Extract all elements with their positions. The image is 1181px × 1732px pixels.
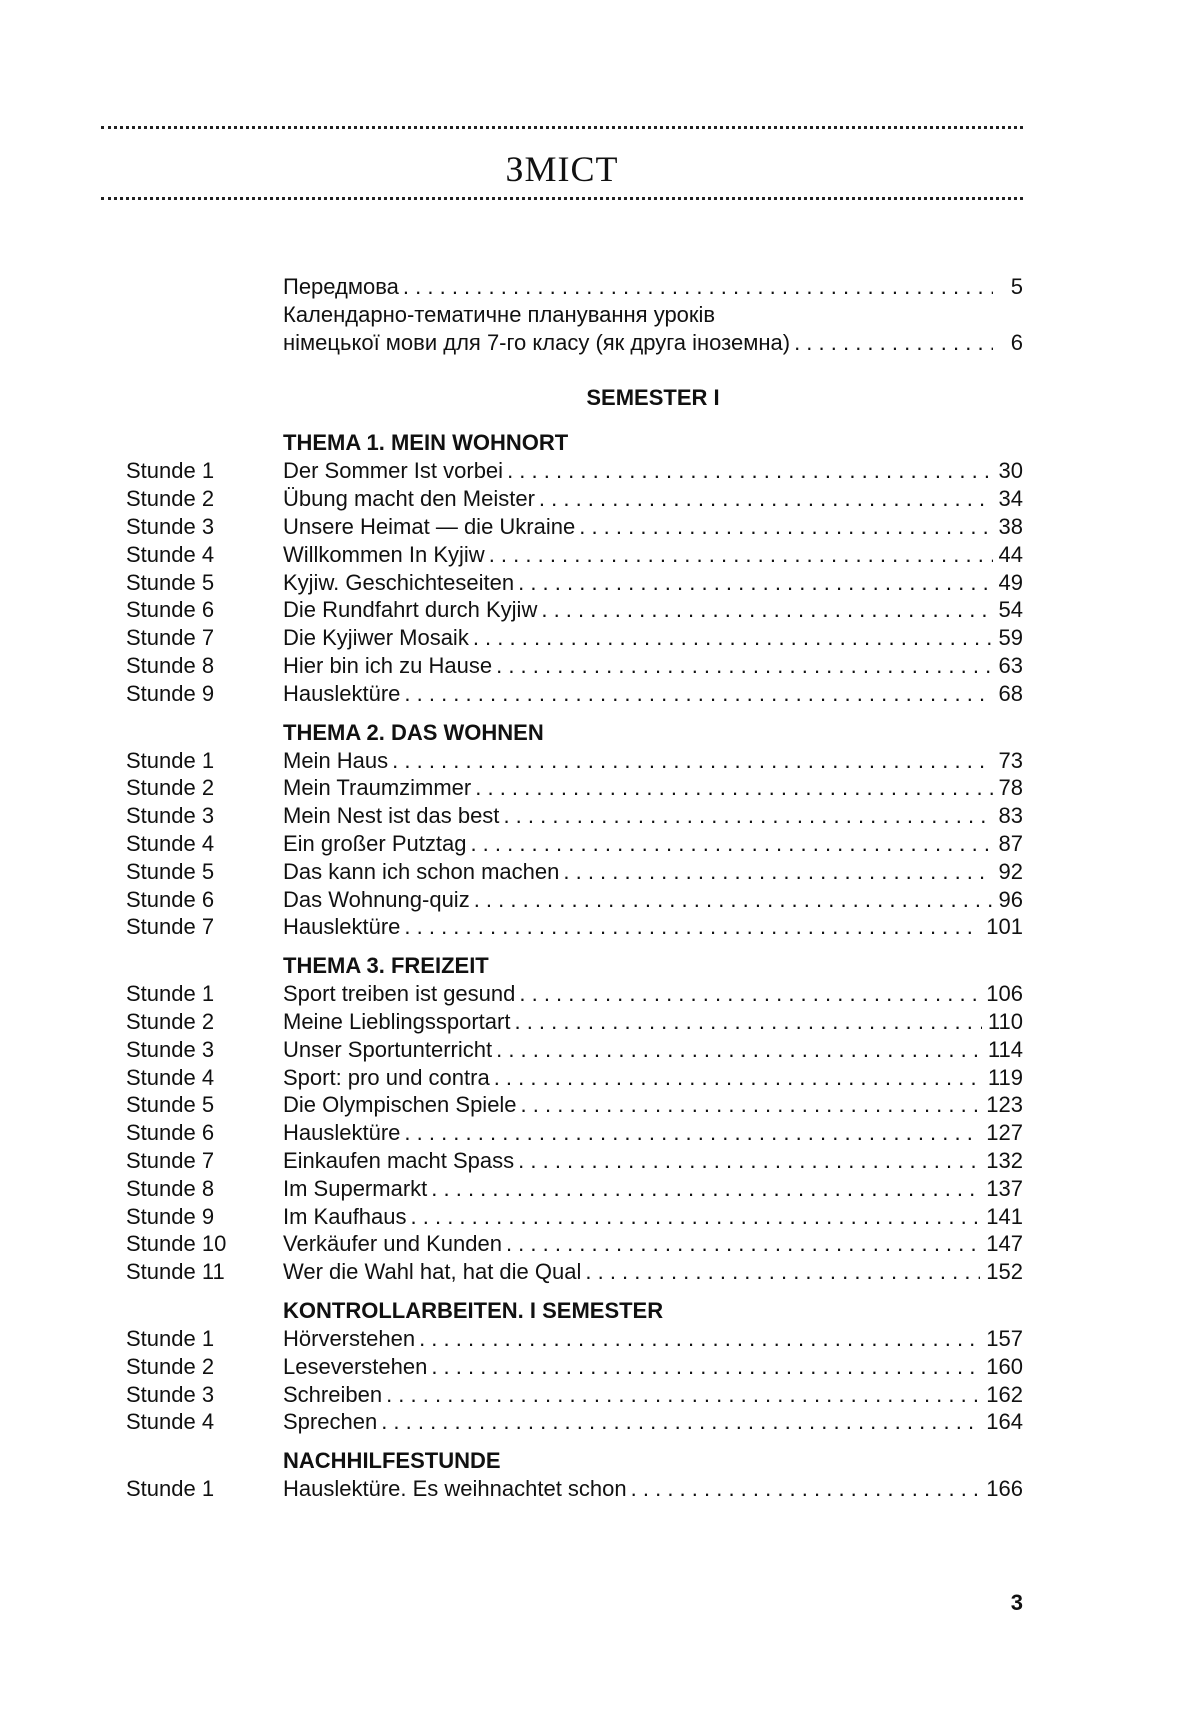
leader-dots (473, 624, 993, 652)
entry-page: 101 (986, 914, 1023, 940)
lesson-number: Stunde 4 (126, 1064, 215, 1090)
entry-page: 6 (1010, 329, 1023, 355)
toc-entry (126, 1353, 1023, 1381)
toc-entry (126, 1119, 1023, 1147)
entry-page: 160 (986, 1353, 1023, 1379)
entry-page: 106 (986, 981, 1023, 1007)
leader-dots (541, 596, 992, 624)
lesson-number: Stunde 3 (126, 1036, 215, 1062)
lesson-number: Stunde 2 (126, 1353, 215, 1379)
entry-page: 34 (998, 486, 1023, 512)
entry-title: Meine Lieblingssportart (283, 1008, 511, 1034)
toc-entry (126, 680, 1023, 708)
leader-dots (489, 541, 993, 569)
toc-entry (126, 457, 1023, 485)
toc-entry (126, 1408, 1023, 1436)
entry-title: Einkaufen macht Spass (283, 1147, 515, 1173)
toc-entry-calendar-line1 (126, 301, 1023, 329)
entry-page: 92 (998, 858, 1023, 884)
entry-title: Im Kaufhaus (283, 1203, 407, 1229)
toc-entry (126, 1203, 1023, 1231)
lesson-number: Stunde 10 (126, 1231, 227, 1257)
lesson-number: Stunde 7 (126, 914, 215, 940)
lesson-number: Stunde 8 (126, 652, 215, 678)
entry-page: 127 (986, 1120, 1023, 1146)
toc-entry (126, 747, 1023, 775)
entry-title: Willkommen In Kyjiw (283, 541, 485, 567)
toc-entry (126, 596, 1023, 624)
toc-entry (126, 485, 1023, 513)
lesson-number: Stunde 4 (126, 830, 215, 856)
entry-title: Unser Sportunterricht (283, 1036, 493, 1062)
leader-dots (381, 1408, 980, 1436)
entry-page: 5 (1010, 274, 1023, 299)
leader-dots (419, 1325, 980, 1353)
leader-dots (496, 652, 992, 680)
entry-page: 110 (987, 1008, 1023, 1034)
lesson-number: Stunde 2 (126, 486, 215, 512)
lesson-number: Stunde 6 (126, 1120, 215, 1146)
entry-page: 162 (986, 1381, 1023, 1407)
entry-title: Hauslektüre. Es weihnachtet schon (283, 1476, 627, 1502)
leader-dots (521, 1091, 981, 1119)
entry-title-line2: німецької мови для 7-го класу (як друга іноземна) (283, 329, 791, 355)
toc-entry (126, 913, 1023, 941)
leader-dots (404, 680, 992, 708)
entry-page: 73 (998, 747, 1023, 773)
entry-title: Der Sommer Ist vorbei (283, 458, 504, 484)
toc-entry (126, 1175, 1023, 1203)
lesson-number: Stunde 7 (126, 1147, 215, 1173)
entry-title: Передмова (283, 274, 399, 299)
lesson-number: Stunde 3 (126, 1381, 215, 1407)
leader-dots (431, 1175, 980, 1203)
top-dotted-rule (101, 126, 1023, 129)
entry-title: Ein großer Putztag (283, 830, 467, 856)
sections-container (126, 428, 1023, 1503)
lesson-number: Stunde 9 (126, 1203, 215, 1229)
toc-entry (126, 624, 1023, 652)
entry-page: 119 (987, 1064, 1023, 1090)
toc-entry (126, 1091, 1023, 1119)
toc-entry (126, 1475, 1023, 1503)
entry-page: 54 (998, 597, 1023, 623)
entry-page: 83 (998, 803, 1023, 829)
lesson-number: Stunde 8 (126, 1175, 215, 1201)
entry-title: Unsere Heimat — die Ukraine (283, 513, 576, 539)
toc-entry (126, 513, 1023, 541)
lesson-number: Stunde 4 (126, 1409, 215, 1435)
lesson-number: Stunde 1 (126, 1476, 215, 1502)
lesson-number: Stunde 3 (126, 513, 215, 539)
lesson-number: Stunde 1 (126, 458, 215, 484)
entry-page: 123 (986, 1092, 1023, 1118)
entry-title: Leseverstehen (283, 1353, 428, 1379)
toc-entry-preface (126, 273, 1023, 301)
leader-dots (507, 457, 992, 485)
section-heading: THEMA 2. DAS WOHNEN (283, 719, 544, 745)
lesson-number: Stunde 5 (126, 858, 215, 884)
leader-dots (392, 747, 992, 775)
page-number: 3 (1010, 1590, 1023, 1615)
entry-title: Sport: pro und contra (283, 1064, 490, 1090)
leader-dots (474, 886, 993, 914)
entry-page: 141 (986, 1203, 1023, 1229)
entry-title: Die Rundfahrt durch Kyjiw (283, 597, 538, 623)
entry-title: Hörverstehen (283, 1325, 416, 1351)
entry-title: Hier bin ich zu Hause (283, 652, 493, 678)
toc-entry (126, 1230, 1023, 1258)
section-heading: NACHHILFESTUNDE (283, 1448, 501, 1474)
lesson-number: Stunde 11 (126, 1259, 225, 1285)
entry-page: 147 (986, 1231, 1023, 1257)
leader-dots (514, 1008, 981, 1036)
semester-heading: SEMESTER I (586, 385, 720, 411)
leader-dots (475, 774, 992, 802)
leader-dots (403, 273, 993, 301)
table-of-contents (126, 273, 1023, 1503)
toc-entry (126, 830, 1023, 858)
lesson-number: Stunde 4 (126, 541, 215, 567)
entry-title: Hauslektüre (283, 680, 401, 706)
section-heading: THEMA 1. MEIN WOHNORT (283, 430, 569, 456)
entry-page: 78 (998, 775, 1023, 801)
entry-page: 132 (986, 1147, 1023, 1173)
entry-title: Mein Nest ist das best (283, 803, 500, 829)
entry-page: 63 (998, 652, 1023, 678)
toc-entry (126, 1036, 1023, 1064)
entry-title-line1: Календарно-тематичне планування уроків (283, 301, 716, 327)
leader-dots (494, 1064, 982, 1092)
leader-dots (519, 980, 980, 1008)
leader-dots (631, 1475, 981, 1503)
toc-entry-calendar-line2 (126, 329, 1023, 357)
leader-dots (506, 1230, 980, 1258)
leader-dots (563, 858, 992, 886)
lesson-number: Stunde 1 (126, 981, 215, 1007)
entry-title: Die Olympischen Spiele (283, 1092, 517, 1118)
entry-page: 49 (998, 569, 1023, 595)
entry-title: Schreiben (283, 1381, 383, 1407)
toc-entry (126, 858, 1023, 886)
leader-dots (579, 513, 992, 541)
entry-page: 137 (986, 1175, 1023, 1201)
entry-page: 164 (986, 1409, 1023, 1435)
lesson-number: Stunde 1 (126, 1325, 215, 1351)
toc-entry (126, 1381, 1023, 1409)
section-heading: THEMA 3. FREIZEIT (283, 953, 489, 979)
lesson-number: Stunde 6 (126, 597, 215, 623)
toc-entry (126, 1258, 1023, 1286)
leader-dots (404, 1119, 980, 1147)
lesson-number: Stunde 9 (126, 680, 215, 706)
leader-dots (386, 1381, 980, 1409)
toc-entry (126, 980, 1023, 1008)
entry-title: Im Supermarkt (283, 1175, 428, 1201)
entry-title: Übung macht den Meister (283, 486, 535, 512)
toc-entry (126, 774, 1023, 802)
entry-title: Das Wohnung-quiz (283, 886, 470, 912)
entry-page: 166 (986, 1476, 1023, 1502)
toc-entry (126, 1325, 1023, 1353)
entry-page: 59 (998, 625, 1023, 651)
lesson-number: Stunde 6 (126, 886, 215, 912)
toc-entry (126, 1064, 1023, 1092)
entry-page: 152 (986, 1259, 1023, 1285)
toc-entry (126, 1008, 1023, 1036)
entry-page: 30 (998, 458, 1023, 484)
lesson-number: Stunde 5 (126, 1092, 215, 1118)
leader-dots (470, 830, 992, 858)
leader-dots (794, 329, 993, 357)
leader-dots (431, 1353, 980, 1381)
lesson-number: Stunde 3 (126, 803, 215, 829)
entry-title: Sprechen (283, 1409, 378, 1435)
entry-page: 157 (986, 1325, 1023, 1351)
entry-title: Die Kyjiwer Mosaik (283, 625, 469, 651)
lesson-number: Stunde 7 (126, 625, 215, 651)
toc-entry (126, 1147, 1023, 1175)
entry-page: 38 (998, 513, 1023, 539)
entry-title: Mein Traumzimmer (283, 775, 472, 801)
section-heading: KONTROLLARBEITEN. I SEMESTER (283, 1297, 664, 1323)
leader-dots (518, 569, 992, 597)
entry-title: Verkäufer und Kunden (283, 1231, 502, 1257)
entry-title: Kyjiw. Geschichteseiten (283, 569, 515, 595)
entry-page: 96 (998, 886, 1023, 912)
lesson-number: Stunde 5 (126, 569, 215, 595)
lesson-number: Stunde 2 (126, 775, 215, 801)
leader-dots (411, 1203, 981, 1231)
page-title: ЗМІСТ (505, 149, 619, 189)
entry-title: Sport treiben ist gesund (283, 981, 516, 1007)
leader-dots (585, 1258, 980, 1286)
entry-title: Mein Haus (283, 747, 389, 773)
leader-dots (503, 802, 992, 830)
leader-dots (518, 1147, 980, 1175)
lesson-number: Stunde 1 (126, 747, 215, 773)
toc-entry (126, 541, 1023, 569)
bottom-dotted-rule (101, 197, 1023, 200)
entry-page: 114 (987, 1036, 1023, 1062)
leader-dots (539, 485, 993, 513)
toc-entry (126, 802, 1023, 830)
toc-entry (126, 569, 1023, 597)
entry-title: Hauslektüre (283, 1120, 401, 1146)
leader-dots (404, 913, 980, 941)
entry-page: 87 (998, 830, 1023, 856)
entry-page: 68 (998, 680, 1023, 706)
entry-title: Hauslektüre (283, 914, 401, 940)
entry-title: Wer die Wahl hat, hat die Qual (283, 1259, 582, 1285)
lesson-number: Stunde 2 (126, 1008, 215, 1034)
toc-entry (126, 886, 1023, 914)
entry-page: 44 (998, 541, 1023, 567)
leader-dots (496, 1036, 982, 1064)
entry-title: Das kann ich schon machen (283, 858, 560, 884)
toc-entry (126, 652, 1023, 680)
